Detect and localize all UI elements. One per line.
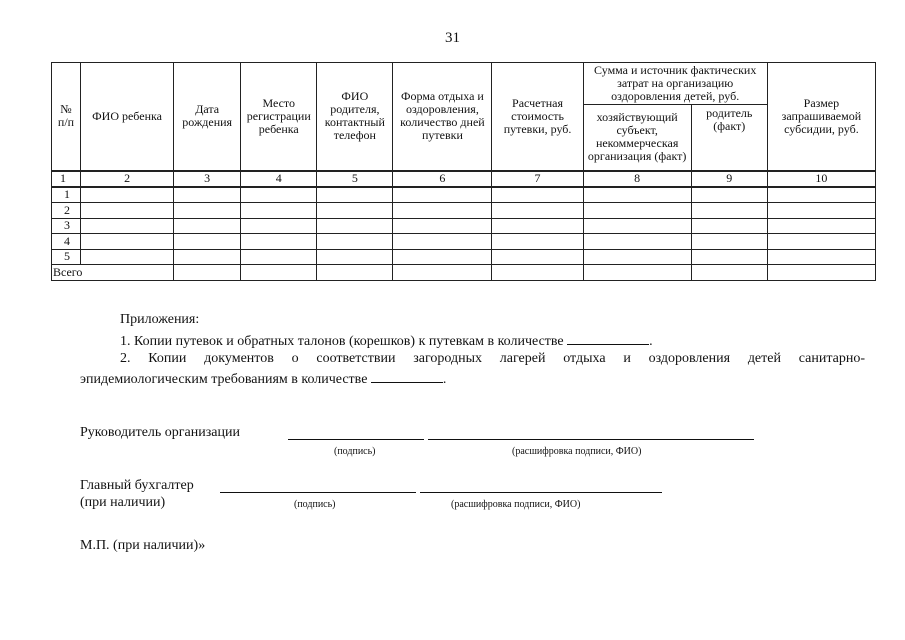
accountant-note: (при наличии): [80, 495, 166, 510]
column-number: 5: [317, 171, 393, 187]
page-number: 31: [445, 30, 460, 46]
cell: [174, 218, 241, 234]
accountant-label: Главный бухгалтер: [80, 478, 194, 493]
column-number: 6: [393, 171, 492, 187]
cell: [393, 218, 492, 234]
cell: [691, 234, 767, 250]
row-number: 2: [52, 203, 81, 219]
cell: [691, 265, 767, 281]
cell: [393, 234, 492, 250]
appendix-item-2-text: эпидемиологическим требованиям в количестве: [80, 372, 368, 387]
header-child-name: ФИО ребенка: [81, 63, 174, 171]
total-label: Всего: [52, 265, 174, 281]
cell: [241, 249, 317, 265]
cell: [174, 249, 241, 265]
cell: [81, 234, 174, 250]
header-cost: Расчетная стоимость путевки, руб.: [492, 63, 583, 171]
head-signature-caption: (подпись): [334, 446, 376, 457]
cell: [174, 203, 241, 219]
cell: [317, 234, 393, 250]
quantity-blank-2: [371, 370, 443, 383]
stamp-place: М.П. (при наличии)»: [80, 538, 206, 553]
total-row: [52, 265, 876, 281]
appendix-item-2-line-2: эпидемиологическим требованиям в количестве .: [80, 372, 447, 387]
cell: [583, 265, 691, 281]
column-number: 8: [583, 171, 691, 187]
accountant-signature-caption: (подпись): [294, 499, 336, 510]
accountant-signature-line: [220, 492, 416, 493]
cell: [174, 187, 241, 203]
cell: [241, 265, 317, 281]
column-number: 9: [691, 171, 767, 187]
cell: [393, 187, 492, 203]
header-no: № п/п: [52, 63, 81, 171]
cell: [317, 249, 393, 265]
column-number: 2: [81, 171, 174, 187]
cell: [317, 187, 393, 203]
cell: [492, 234, 583, 250]
cell: [241, 234, 317, 250]
row-number: 4: [52, 234, 81, 250]
table-row: [52, 234, 876, 250]
cell: [691, 203, 767, 219]
cell: [691, 249, 767, 265]
cell: [317, 265, 393, 281]
quantity-blank-1: [567, 332, 649, 345]
cell: [393, 203, 492, 219]
head-signature-line: [288, 439, 424, 440]
cell: [81, 218, 174, 234]
head-decipher-line: [428, 439, 754, 440]
header-sum-group: Сумма и источник фактических затрат на организацию оздоровления детей, руб.: [583, 63, 767, 105]
cell: [492, 249, 583, 265]
cell: [767, 218, 875, 234]
column-number: 4: [241, 171, 317, 187]
appendix-item-1: 1. Копии путевок и обратных талонов (корешков) к путевкам в количестве .: [120, 334, 653, 349]
appendix-title: Приложения:: [120, 312, 200, 327]
column-number: 7: [492, 171, 583, 187]
cell: [81, 187, 174, 203]
cell: [317, 203, 393, 219]
accountant-decipher-caption: (расшифровка подписи, ФИО): [451, 499, 581, 510]
cell: [241, 203, 317, 219]
header-parent: ФИО родителя, контактный телефон: [317, 63, 393, 171]
cell: [767, 234, 875, 250]
header-registration: Место регистрации ребенка: [241, 63, 317, 171]
table-row: [52, 249, 876, 265]
column-number: 1: [52, 171, 81, 187]
appendix-item-1-text: 1. Копии путевок и обратных талонов (корешков) к путевкам в количестве: [120, 334, 564, 349]
cell: [583, 203, 691, 219]
cell: [767, 203, 875, 219]
header-parent-fact: родитель (факт): [691, 105, 767, 171]
cell: [583, 187, 691, 203]
column-number: 3: [174, 171, 241, 187]
cell: [174, 234, 241, 250]
accountant-decipher-line: [420, 492, 662, 493]
head-label: Руководитель организации: [80, 425, 240, 440]
subsidy-table: [51, 62, 876, 281]
cell: [583, 234, 691, 250]
cell: [492, 265, 583, 281]
cell: [241, 187, 317, 203]
cell: [393, 249, 492, 265]
cell: [492, 218, 583, 234]
header-entity: хозяйствующий субъект, некоммерческая организация (факт): [583, 105, 691, 171]
cell: [767, 187, 875, 203]
cell: [317, 218, 393, 234]
cell: [767, 265, 875, 281]
table-row: [52, 187, 876, 203]
cell: [241, 218, 317, 234]
cell: [174, 265, 241, 281]
cell: [691, 187, 767, 203]
cell: [583, 218, 691, 234]
cell: [393, 265, 492, 281]
cell: [767, 249, 875, 265]
table-row: [52, 203, 876, 219]
cell: [583, 249, 691, 265]
header-form: Форма отдыха и оздоровления, количество дней путевки: [393, 63, 492, 171]
cell: [492, 187, 583, 203]
cell: [81, 249, 174, 265]
header-birth-date: Дата рождения: [174, 63, 241, 171]
cell: [691, 218, 767, 234]
header-subsidy: Размер запрашиваемой субсидии, руб.: [767, 63, 875, 171]
table-row: [52, 218, 876, 234]
row-number: 5: [52, 249, 81, 265]
head-decipher-caption: (расшифровка подписи, ФИО): [512, 446, 642, 457]
cell: [492, 203, 583, 219]
appendix-item-2-line-1: 2. Копии документов о соответствии загородных лагерей отдыха и оздоровления детей санитарно-: [120, 351, 865, 366]
column-number: 10: [767, 171, 875, 187]
row-number: 3: [52, 218, 81, 234]
cell: [81, 203, 174, 219]
row-number: 1: [52, 187, 81, 203]
